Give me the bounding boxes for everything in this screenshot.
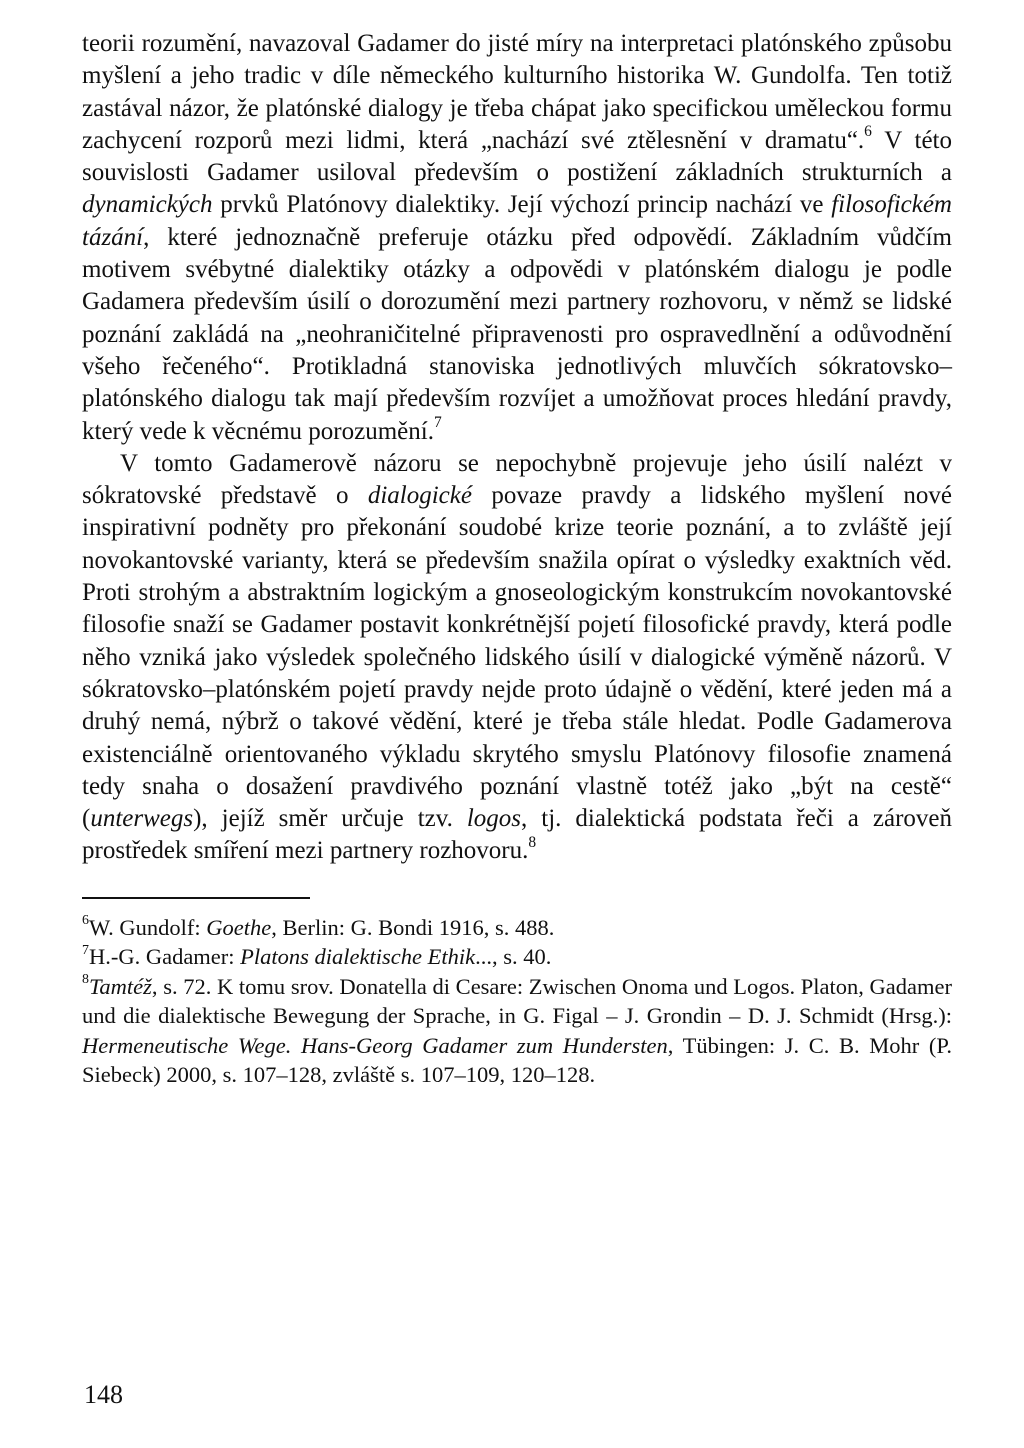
italic-text: logos xyxy=(466,805,522,833)
italic-text: unterwegs xyxy=(90,805,194,833)
footnote-marker: 8 xyxy=(528,833,537,851)
footnote-6 xyxy=(82,913,952,943)
page-number: 148 xyxy=(84,1380,123,1409)
paragraph-1 xyxy=(82,28,952,448)
page-body xyxy=(82,28,952,1090)
footnote-marker: 8 xyxy=(82,972,89,988)
text-run: , tj. dialektická podstata řeči a zároveň prostředek smíření mezi partnery rozhovoru. xyxy=(82,805,952,865)
italic-text: dialogické xyxy=(367,482,472,510)
text-run: H.-G. Gadamer: xyxy=(88,944,241,970)
italic-text: filosofickém tázání xyxy=(82,191,952,251)
footnote-8 xyxy=(82,972,952,1090)
italic-text: dynamických xyxy=(82,191,213,219)
text-run: povaze pravdy a lidského myšlení nové inspirativní podněty pro překonání soudobé krize teorie poznání, a to zvláště její novokantovské varianty, která se především snažila opírat o výsledky exaktních věd. Proti strohým a abstraktním logickým a gnoseologickým konstrukcím novokantovské filosofie snaží se Gadamer postavit konkrétnější pojetí filosofické pravdy, která podle něho vzniká jako výsledek společného lidského úsilí v dialogické výměně názorů. V sókratovsko–platónském pojetí pravdy nejde proto údajně o vědění, které jeden má a druhý nemá, nýbrž o takové vědění, které je třeba stále hledat. Podle Gadamerova existenciálně orientovaného výkladu skrytého smyslu Platónovy filosofie znamená tedy snaha o dosažení pravdivého poznání vlastně totéž jako „být na cestě“ ( xyxy=(82,482,952,833)
text-run: , Tübingen: J. C. B. Mohr (P. Siebeck) 2000, s. 107–128, zvláště s. 107–109, 120–128. xyxy=(82,1032,953,1088)
text-run: V tomto Gadamerově názoru se nepochybně projevuje jeho úsilí nalézt v sókratovské představě o xyxy=(82,449,952,510)
footnote-marker: 6 xyxy=(864,123,872,141)
text-run: , které jednoznačně preferuje otázku před odpovědí. Základním vůdčím motivem svébytné dialektiky otázky a odpovědi v platónském dialogu je podle Gadamera především úsilí o dorozumění mezi partnery rozhovoru, v němž se lidské poznání zakládá na „neohraničitelné připravenosti pro ospravedlnění a odůvodnění všeho řečeného“. Protikladná stanoviska jednotlivých mluvčích sókratovsko–platónského dialogu tak mají především rozvíjet a umožňovat proces hledání pravdy, který vede k věcnému porozumění. xyxy=(82,223,952,445)
text-run: ..., s. 40. xyxy=(475,944,552,970)
footnote-marker: 6 xyxy=(82,913,89,929)
text-run: , s. 72. K tomu srov. Donatella di Cesare: Zwischen Onoma und Logos. Platon, Gadamer und die dialektische Bewegung der Sprache, in G. Figal – J. Grondin – D. J. Schmidt (Hrsg.): xyxy=(82,973,952,1029)
footnote-divider xyxy=(82,897,310,899)
footnote-marker: 7 xyxy=(82,942,89,958)
text-run: teorii rozumění, navazoval Gadamer do jisté míry na interpretaci platónského způsobu myšlení a jeho tradic v díle německého kulturního historika W. Gundolfa. Ten totiž zastával názor, že platónské dialogy je třeba chápat jako specifickou uměleckou formu zachycení rozporů mezi lidmi, která „nachází své ztělesnění v dramatu“. xyxy=(82,30,952,154)
italic-text: Platons dialektische Ethik xyxy=(240,944,476,970)
text-run: W. Gundolf: xyxy=(88,914,207,940)
text-run: , Berlin: G. Bondi 1916, s. 488. xyxy=(271,914,555,940)
footnote-7 xyxy=(82,942,952,972)
footnotes xyxy=(82,913,952,1090)
paragraph-2 xyxy=(82,448,952,868)
italic-text: Goethe xyxy=(206,914,272,940)
text-run: V této souvislosti Gadamer usiloval především o postižení základních strukturních a xyxy=(82,126,952,187)
italic-text: Tamtéž xyxy=(88,973,152,999)
italic-text: Hermeneutische Wege. Hans-Georg Gadamer zum Hundersten xyxy=(82,1032,668,1058)
text-run: ), jejíž směr určuje tzv. xyxy=(193,805,467,833)
footnote-marker: 7 xyxy=(433,413,442,431)
text-run: prvků Platónovy dialektiky. Její výchozí princip nachází ve xyxy=(212,191,832,219)
